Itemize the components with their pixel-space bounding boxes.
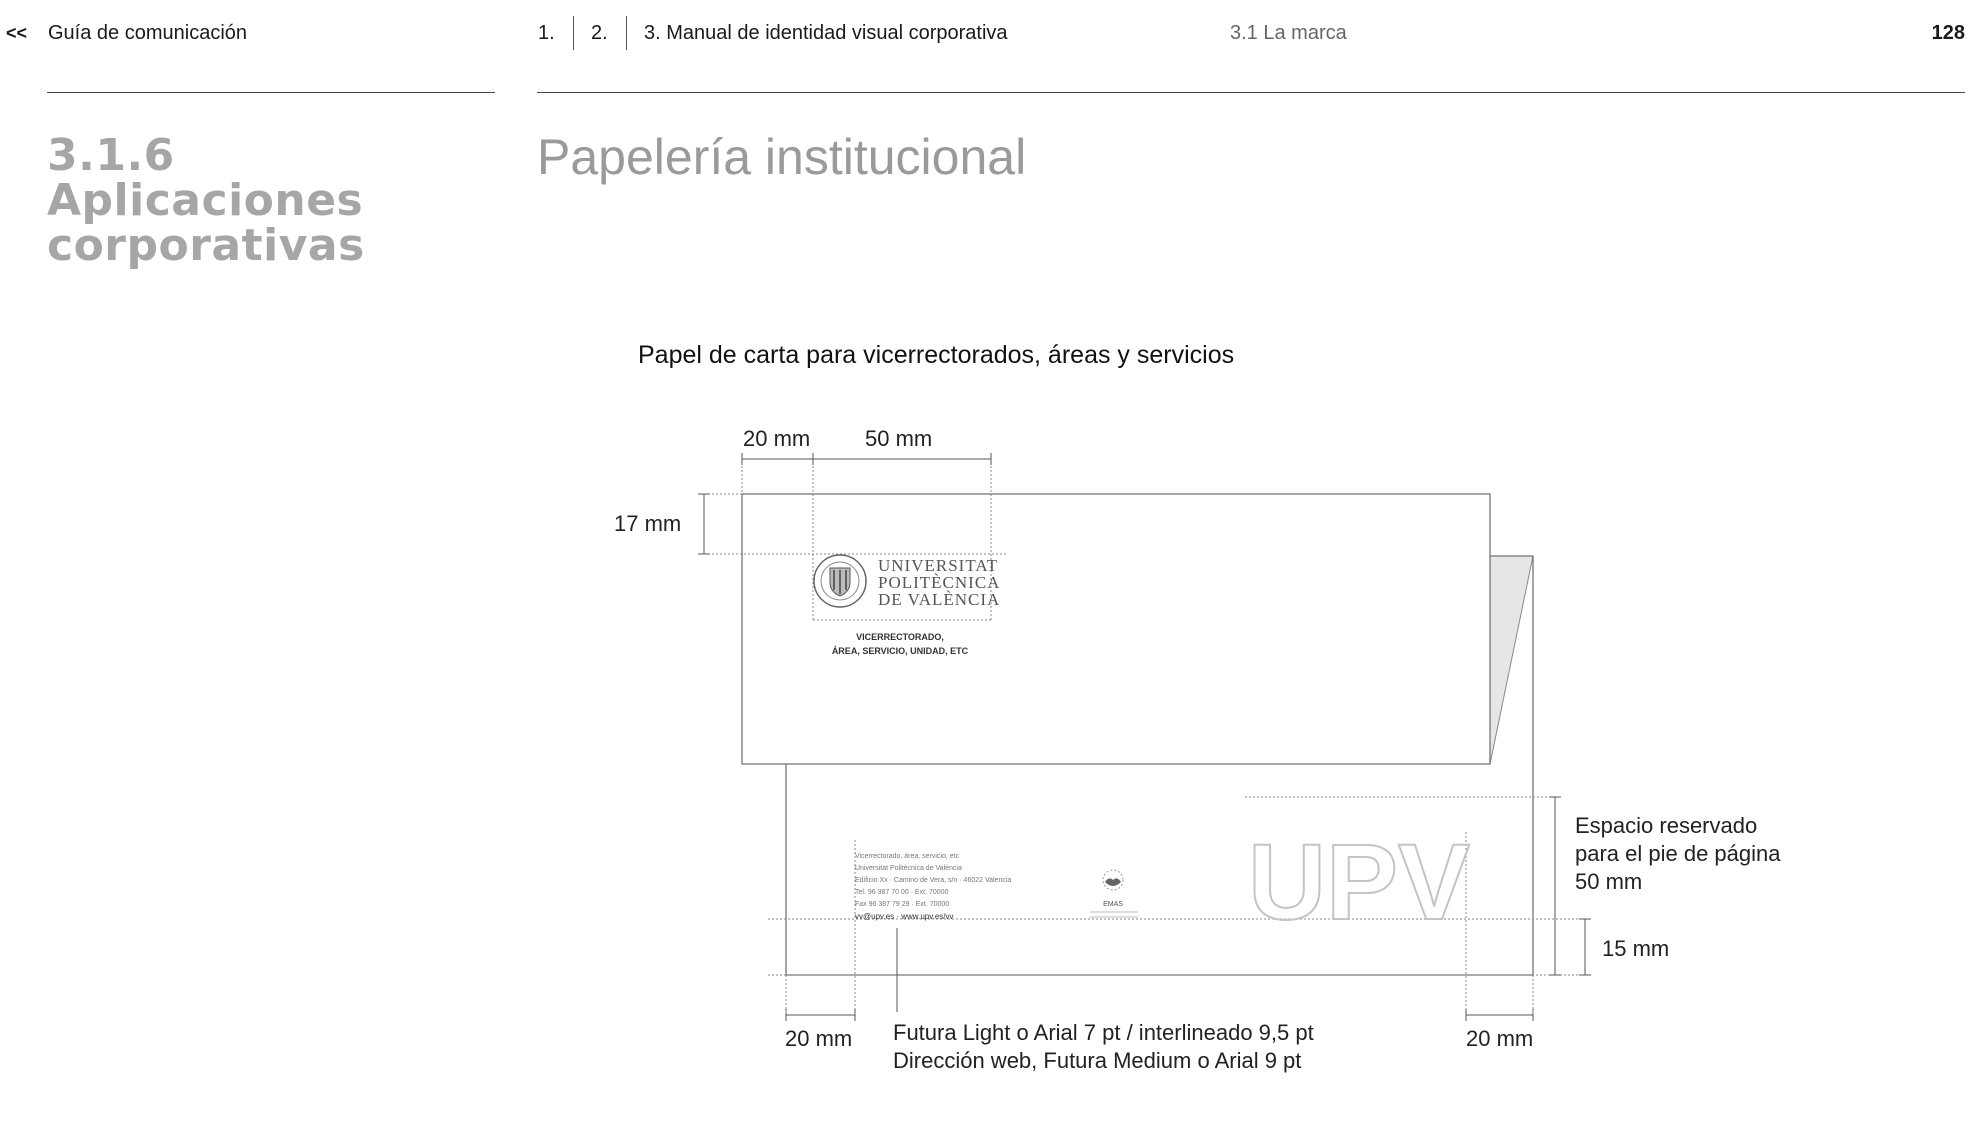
logo-line-3: DE VALÈNCIA xyxy=(878,590,1001,609)
letter-sheet-front xyxy=(742,494,1490,764)
diagram-caption: Papel de carta para vicerrectorados, áreas y servicios xyxy=(638,341,1235,369)
unit-line-1: VICERRECTORADO, xyxy=(856,632,944,642)
dim-top-left: 20 mm xyxy=(743,426,811,451)
unit-line-2: ÁREA, SERVICIO, UNIDAD, ETC xyxy=(831,646,969,656)
guide-title-link[interactable]: Guía de comunicación xyxy=(48,22,248,44)
section-number: 3.1.6 xyxy=(47,130,175,181)
dim-bottom-right: 20 mm xyxy=(1466,1026,1534,1051)
logo-line-2: POLITÈCNICA xyxy=(878,573,1001,592)
font-note-line-1: Futura Light o Arial 7 pt / interlineado 9,5 pt xyxy=(893,1020,1314,1045)
font-note-line-2: Dirección web, Futura Medium o Arial 9 pt xyxy=(893,1048,1302,1073)
address-line: Tel. 96 387 70 00 · Ext. 70000 xyxy=(855,889,949,896)
nav-chapter-2[interactable]: 2. xyxy=(591,22,608,44)
page-title: Papelería institucional xyxy=(537,129,1027,185)
subsection-label: 3.1 La marca xyxy=(1230,22,1347,44)
emas-logo xyxy=(1090,870,1138,917)
section-line-1: Aplicaciones xyxy=(47,175,364,226)
web-line: vv@upv.es · www.upv.es/vv xyxy=(855,912,954,921)
upv-watermark: UPV xyxy=(1248,821,1471,942)
logo-line-1: UNIVERSITAT xyxy=(878,556,999,575)
address-block xyxy=(855,853,1011,921)
page-number: 128 xyxy=(1931,22,1965,44)
nav-chapter-1[interactable]: 1. xyxy=(538,22,555,44)
address-line: Universitat Politècnica de València xyxy=(855,865,962,872)
dim-bottom-left: 20 mm xyxy=(785,1026,853,1051)
dim-right-bottom: 15 mm xyxy=(1602,936,1670,961)
address-line: Vicerrectorado, área, servicio, etc xyxy=(855,853,960,860)
address-line: Edificio Xx · Camino de Vera, s/n · 46022 Valencia xyxy=(855,877,1012,884)
dim-left: 17 mm xyxy=(614,511,682,536)
footer-note-line-2: para el pie de página xyxy=(1575,841,1781,866)
back-link[interactable]: << xyxy=(6,23,28,43)
section-line-2: corporativas xyxy=(47,220,365,271)
nav-chapter-3[interactable]: 3. Manual de identidad visual corporativa xyxy=(644,22,1008,44)
footer-note-line-3: 50 mm xyxy=(1575,869,1643,894)
emas-label: EMAS xyxy=(1103,901,1123,908)
folded-sheet-flap xyxy=(1490,556,1533,764)
address-line: Fax 96 387 79 29 · Ext. 70000 xyxy=(855,901,950,908)
dim-top-logo: 50 mm xyxy=(865,426,933,451)
footer-note-line-1: Espacio reservado xyxy=(1575,813,1758,838)
